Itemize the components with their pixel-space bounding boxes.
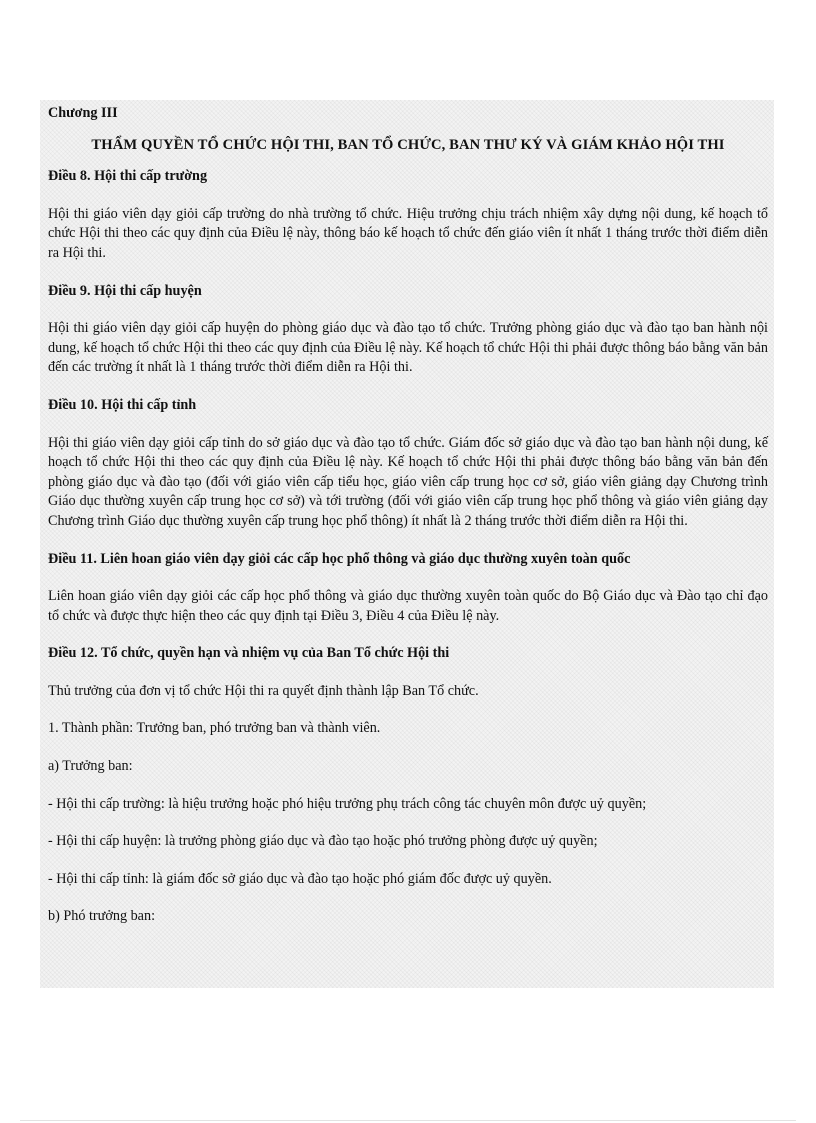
chapter-label: Chương III bbox=[48, 105, 118, 121]
article-12-intro: Thủ trưởng của đơn vị tổ chức Hội thi ra quyết định thành lập Ban Tổ chức. bbox=[48, 682, 479, 699]
article-10-text: Hội thi giáo viên dạy giỏi cấp tỉnh do sở giáo dục và đào tạo tổ chức. Giám đốc sở giáo dục và đào tạo ban hành nội dung, kế hoạch tổ chức Hội thi theo các quy định của Điều lệ này. Kế hoạch tổ chức Hội thi phải được thông báo bằng văn bản đến phòng giáo dục và đào tạo (đối với giáo viên cấp tiểu học, giáo viên cấp trung học cơ sở, giáo viên giảng dạy Chương trình Giáo dục thường xuyên cấp trung học cơ sở) và tới trường (đối với giáo viên cấp trung học phổ thông và giáo viên giảng dạy Chương trình Giáo dục thường xuyên cấp trung học phổ thông) ít nhất là 2 tháng trước thời điểm diễn ra Hội thi. bbox=[48, 434, 768, 529]
article-8-heading: Điều 8. Hội thi cấp trường bbox=[48, 168, 208, 185]
chapter-title: THẨM QUYỀN TỔ CHỨC HỘI THI, BAN TỔ CHỨC, BAN THƯ KÝ VÀ GIÁM KHẢO HỘI THI bbox=[91, 136, 725, 153]
document-body bbox=[40, 100, 774, 988]
article-11-heading: Điều 11. Liên hoan giáo viên dạy giỏi các cấp học phổ thông và giáo dục thường xuyên toàn quốc bbox=[48, 550, 631, 567]
article-9-heading: Điều 9. Hội thi cấp huyện bbox=[48, 282, 202, 299]
article-12-item-b: b) Phó trưởng ban: bbox=[48, 908, 156, 925]
page-bottom-rule bbox=[20, 1120, 796, 1121]
article-10-heading: Điều 10. Hội thi cấp tỉnh bbox=[48, 396, 197, 413]
article-12-bullet: - Hội thi cấp huyện: là trưởng phòng giáo dục và đào tạo hoặc phó trưởng phòng được uỷ quyền; bbox=[48, 833, 598, 850]
article-12-bullet: - Hội thi cấp tỉnh: là giám đốc sở giáo dục và đào tạo hoặc phó giám đốc được uỷ quyền. bbox=[48, 870, 552, 887]
article-12-item-1: 1. Thành phần: Trưởng ban, phó trưởng ban và thành viên. bbox=[48, 720, 381, 737]
article-12-item-a: a) Trưởng ban: bbox=[48, 758, 133, 775]
article-8-text: Hội thi giáo viên dạy giỏi cấp trường do nhà trường tổ chức. Hiệu trưởng chịu trách nhiệm xây dựng nội dung, kế hoạch tổ chức Hội thi theo các quy định của Điều lệ này, thông báo kế hoạch tổ chức đến giáo viên ít nhất 1 tháng trước thời điểm diễn ra Hội thi. bbox=[48, 205, 768, 261]
article-11-text: Liên hoan giáo viên dạy giỏi các cấp học phổ thông và giáo dục thường xuyên toàn quốc do Bộ Giáo dục và Đào tạo chỉ đạo tổ chức và được thực hiện theo các quy định tại Điều 3, Điều 4 của Điều lệ này. bbox=[48, 588, 768, 624]
article-12-heading: Điều 12. Tổ chức, quyền hạn và nhiệm vụ của Ban Tổ chức Hội thi bbox=[48, 645, 450, 662]
article-12-bullet: - Hội thi cấp trường: là hiệu trưởng hoặc phó hiệu trưởng phụ trách công tác chuyên môn được uỷ quyền; bbox=[48, 795, 647, 812]
article-9-text: Hội thi giáo viên dạy giỏi cấp huyện do phòng giáo dục và đào tạo tổ chức. Trưởng phòng giáo dục và đào tạo ban hành nội dung, kế hoạch tổ chức Hội thi theo các quy định của Điều lệ này. Kế hoạch tổ chức Hội thi phải được thông báo bằng văn bản đến các trường ít nhất là 1 tháng trước thời điểm diễn ra Hội thi. bbox=[48, 320, 768, 376]
